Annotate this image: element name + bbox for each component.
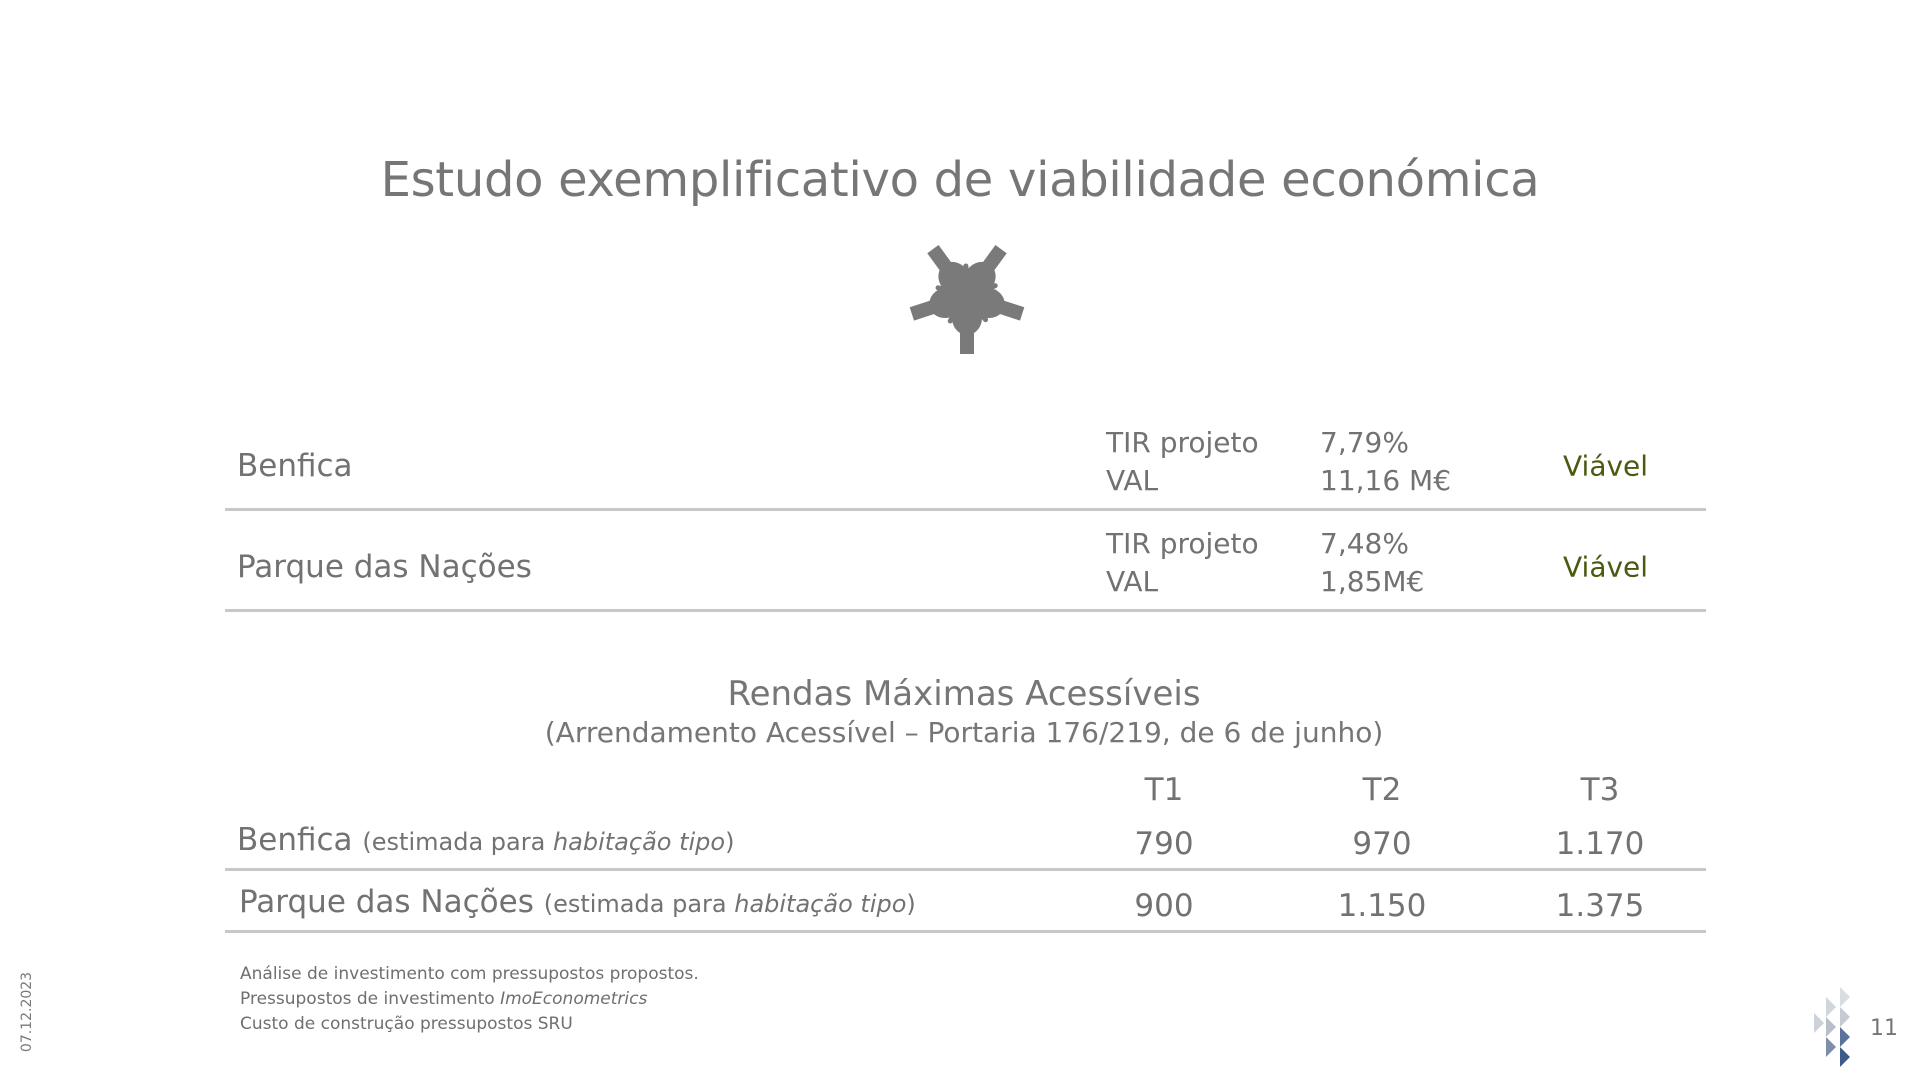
rent-location: Benfica <box>237 822 353 858</box>
rent-note-prefix: (estimada para <box>543 890 735 918</box>
viability-row-name: Parque das Nações <box>237 549 532 585</box>
viability-metric-values <box>1320 424 1451 500</box>
rent-row-name <box>239 884 916 920</box>
company-logo-icon <box>1812 985 1862 1073</box>
rent-value-t1: 900 <box>1134 888 1194 924</box>
column-header-t2: T2 <box>1362 772 1402 808</box>
column-header-t1: T1 <box>1144 772 1184 808</box>
metric-label: TIR projeto <box>1106 426 1259 459</box>
metric-value: 11,16 M€ <box>1320 464 1452 497</box>
footnote-text: Pressupostos de investimento <box>240 989 501 1009</box>
metric-label: VAL <box>1106 464 1159 497</box>
rent-row <box>225 812 1706 871</box>
slide-title: Estudo exemplificativo de viabilidade económica <box>380 152 1540 208</box>
rent-note-suffix: ) <box>906 890 916 918</box>
footnote-line: Análise de investimento com pressupostos propostos. <box>240 964 699 984</box>
viability-row-name: Benfica <box>237 448 353 484</box>
rent-note-prefix: (estimada para <box>362 828 553 856</box>
rent-note-italic: habitação tipo <box>734 890 907 918</box>
slide-date: 07.12.2023 <box>19 971 35 1053</box>
hands-circle-icon <box>892 226 1042 361</box>
footnote-italic: ImoEconometrics <box>500 989 648 1009</box>
page-number: 11 <box>1870 1016 1898 1041</box>
rent-row <box>225 875 1706 933</box>
rents-subtitle: (Arrendamento Acessível – Portaria 176/219, de 6 de junho) <box>544 716 1384 749</box>
viability-row <box>225 525 1706 612</box>
metric-value: 7,79% <box>1320 426 1409 459</box>
metric-label: TIR projeto <box>1106 527 1259 560</box>
rent-row-name <box>237 822 734 858</box>
rent-value-t1: 790 <box>1134 826 1194 862</box>
footnote-line <box>240 987 699 1012</box>
rent-note <box>544 890 916 918</box>
footnotes <box>240 962 699 1037</box>
viability-metric-values <box>1320 525 1424 601</box>
rent-note <box>362 828 734 856</box>
rent-value-t3: 1.170 <box>1555 826 1645 862</box>
viability-metric-labels <box>1106 525 1259 601</box>
footnote-line: Custo de construção pressupostos SRU <box>240 1014 573 1034</box>
viability-status: Viável <box>1563 550 1649 584</box>
viability-row <box>225 424 1706 511</box>
rents-title: Rendas Máximas Acessíveis <box>727 674 1201 714</box>
rent-location: Parque das Nações <box>239 884 534 920</box>
rent-note-suffix: ) <box>725 828 735 856</box>
metric-value: 1,85M€ <box>1320 565 1425 598</box>
rent-value-t3: 1.375 <box>1555 888 1645 924</box>
metric-value: 7,48% <box>1320 527 1409 560</box>
rent-note-italic: habitação tipo <box>552 828 726 856</box>
viability-status: Viável <box>1563 449 1649 483</box>
viability-metric-labels <box>1106 424 1259 500</box>
column-header-t3: T3 <box>1580 772 1620 808</box>
rent-value-t2: 970 <box>1352 826 1412 862</box>
metric-label: VAL <box>1106 565 1159 598</box>
rent-value-t2: 1.150 <box>1337 888 1427 924</box>
